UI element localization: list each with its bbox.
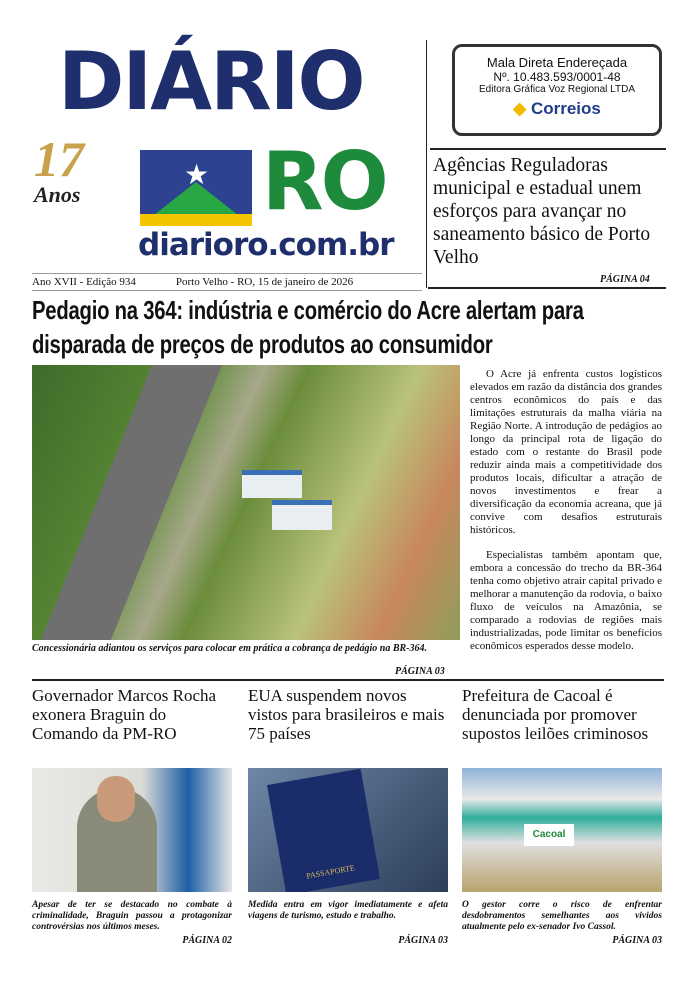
cacoal-sign: Cacoal bbox=[524, 824, 574, 846]
main-headline[interactable]: Pedagio na 364: indústria e comércio do Acre alertam para disparada de preços de produtos ao consumidor bbox=[32, 295, 584, 359]
anniversary-badge bbox=[34, 131, 134, 207]
logo-ro: RO bbox=[262, 135, 386, 228]
side-story-page: PÁGINA 04 bbox=[600, 274, 650, 285]
divider bbox=[430, 148, 666, 150]
correios-logo bbox=[455, 99, 659, 119]
story-caption: Medida entra em vigor imediatamente e afeta viagens de turismo, estudo e trabalho. bbox=[248, 900, 448, 921]
mail-line1: Mala Direta Endereçada bbox=[486, 55, 628, 70]
story-governor[interactable] bbox=[32, 686, 232, 946]
story-page: PÁGINA 03 bbox=[612, 935, 662, 946]
site-url[interactable]: diarioro.com.br bbox=[138, 227, 394, 263]
divider bbox=[32, 679, 664, 681]
mail-line3: Editora Gráfica Voz Regional LTDA bbox=[478, 84, 635, 95]
photo-city-hall bbox=[462, 768, 662, 892]
main-photo-toll-plaza bbox=[32, 365, 460, 640]
divider bbox=[428, 287, 666, 289]
divider bbox=[426, 40, 427, 288]
dateline: Porto Velho - RO, 15 de janeiro de 2026 bbox=[175, 276, 354, 288]
issue-number: Ano XVII - Edição 934 bbox=[32, 276, 136, 288]
main-page: PÁGINA 03 bbox=[395, 666, 445, 677]
mail-box bbox=[452, 44, 662, 136]
story-page: PÁGINA 02 bbox=[182, 935, 232, 946]
story-headline[interactable]: Prefeitura de Cacoal é denunciada por promover supostos leilões criminosos bbox=[462, 686, 649, 743]
story-caption: Apesar de ter se destacado no combate à criminalidade, Braguin passou a protagonizar controvérsias nos últimos meses. bbox=[32, 900, 232, 932]
anniversary-word: Anos bbox=[34, 182, 81, 207]
story-visas[interactable] bbox=[248, 686, 448, 946]
main-caption: Concessionária adiantou os serviços para colocar em prática a cobrança de pedágio na BR-364. bbox=[32, 643, 427, 654]
story-cacoal[interactable] bbox=[462, 686, 662, 946]
story-page: PÁGINA 03 bbox=[398, 935, 448, 946]
correios-brand: Correios bbox=[530, 99, 601, 118]
side-story-headline[interactable]: Agências Reguladoras municipal e estadual unem esforços para avançar no saneamento básico de Porto Velho bbox=[433, 155, 651, 268]
article-paragraph: O Acre já enfrenta custos logísticos elevados em razão da distância dos grandes centros econômicos do país e das limitações estruturais da malha viária na Região Norte. A introdução de pedágios ao longo da principal rota de ligação do estado com o restante do Brasil pode reduzir ainda mais a competitividade dos produtos locais, dificultar a atração de novos investimentos e frear a diversificação da economia acreana, que já convive com desafios estruturais históricos. bbox=[470, 368, 662, 536]
correios-icon: ◆ bbox=[513, 99, 527, 118]
story-headline[interactable]: EUA suspendem novos vistos para brasileiros e mais 75 países bbox=[248, 686, 445, 743]
rondonia-flag-icon: ★ bbox=[140, 150, 252, 226]
logo-diario: DIÁRIO bbox=[58, 35, 364, 128]
story-headline[interactable]: Governador Marcos Rocha exonera Braguin do Comando da PM-RO bbox=[32, 686, 217, 743]
mail-line2: Nº. 10.483.593/0001-48 bbox=[493, 70, 621, 84]
main-article bbox=[470, 368, 662, 665]
article-paragraph: Especialistas também apontam que, embora a concessão do trecho da BR-364 tenha como objetivo atrair capital privado e melhorar a manutenção da rodovia, o baixo fluxo de veículos na Amazônia, se comparado a rodovias de regiões mais industrializadas, pode limitar os benefícios econômicos esperados desse modelo. bbox=[470, 549, 662, 652]
photo-police-officer bbox=[32, 768, 232, 892]
anniversary-number: 17 bbox=[34, 131, 84, 187]
story-caption: O gestor corre o risco de enfrentar desdobramentos semelhantes aos vividos atualmente pelo ex-senador Ivo Cassol. bbox=[462, 900, 662, 932]
passport-label: PASSAPORTE bbox=[305, 863, 356, 881]
photo-passport bbox=[248, 768, 448, 892]
issue-bar bbox=[32, 273, 422, 291]
